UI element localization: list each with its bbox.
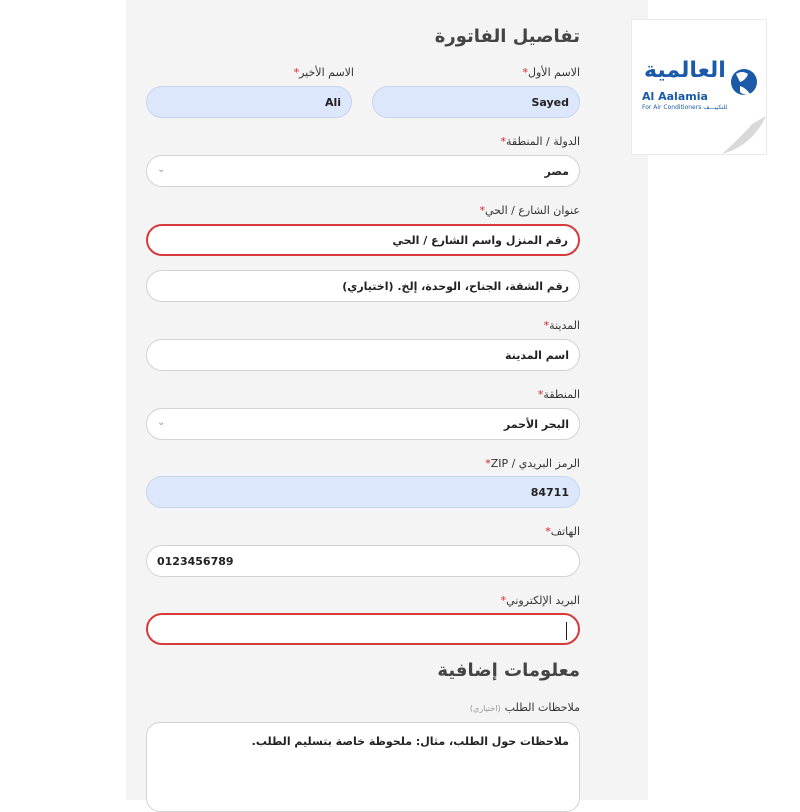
logo-arabic-text: العالمية [644, 58, 726, 83]
billing-heading: تفاصيل الفاتورة [434, 26, 580, 47]
city-input[interactable]: اسم المدينة [146, 339, 580, 371]
order-notes-textarea[interactable]: ملاحظات حول الطلب، مثال: ملحوظة خاصة بتسليم الطلب. [146, 722, 580, 812]
country-select[interactable] [146, 155, 580, 187]
checkout-form [126, 0, 648, 800]
zip-label: الرمز البريدي / ZIP* [485, 457, 580, 470]
region-value: البحر الأحمر [503, 417, 569, 431]
street-label: عنوان الشارع / الحي* [479, 204, 580, 217]
chevron-down-icon: ⌄ [157, 417, 166, 428]
apartment-input[interactable]: رقم الشقة، الجناح، الوحدة، إلخ. (اختياري) [146, 270, 580, 302]
page-curl-icon [722, 116, 766, 154]
chevron-down-icon: ⌄ [157, 164, 166, 175]
phone-label: الهاتف* [545, 525, 580, 538]
additional-info-heading: معلومات إضافية [437, 660, 580, 681]
last-name-label: الاسم الأخير* [293, 66, 354, 79]
street-address-input[interactable]: رقم المنزل واسم الشارع / الحي [146, 224, 580, 256]
region-select[interactable] [146, 408, 580, 440]
country-value: مصر [544, 164, 569, 178]
city-label: المدينة* [543, 319, 580, 332]
email-input[interactable] [146, 613, 580, 645]
brand-logo [632, 20, 766, 154]
last-name-field[interactable]: Ali [146, 86, 352, 118]
logo-tagline: For Air Conditioners للتكييـــف [642, 104, 728, 111]
logo-english-text: Al Aalamia [642, 90, 708, 103]
first-name-label: الاسم الأول* [522, 66, 580, 79]
text-cursor [566, 622, 567, 640]
order-notes-label: ملاحظات الطلب(اختياري) [469, 701, 580, 714]
first-name-field[interactable]: Sayed [372, 86, 580, 118]
country-label: الدولة / المنطقة* [500, 135, 580, 148]
email-label: البريد الإلكتروني* [500, 594, 580, 607]
phone-input[interactable]: 0123456789 [146, 545, 580, 577]
zip-input[interactable]: 84711 [146, 476, 580, 508]
region-label: المنطقة* [537, 388, 580, 401]
